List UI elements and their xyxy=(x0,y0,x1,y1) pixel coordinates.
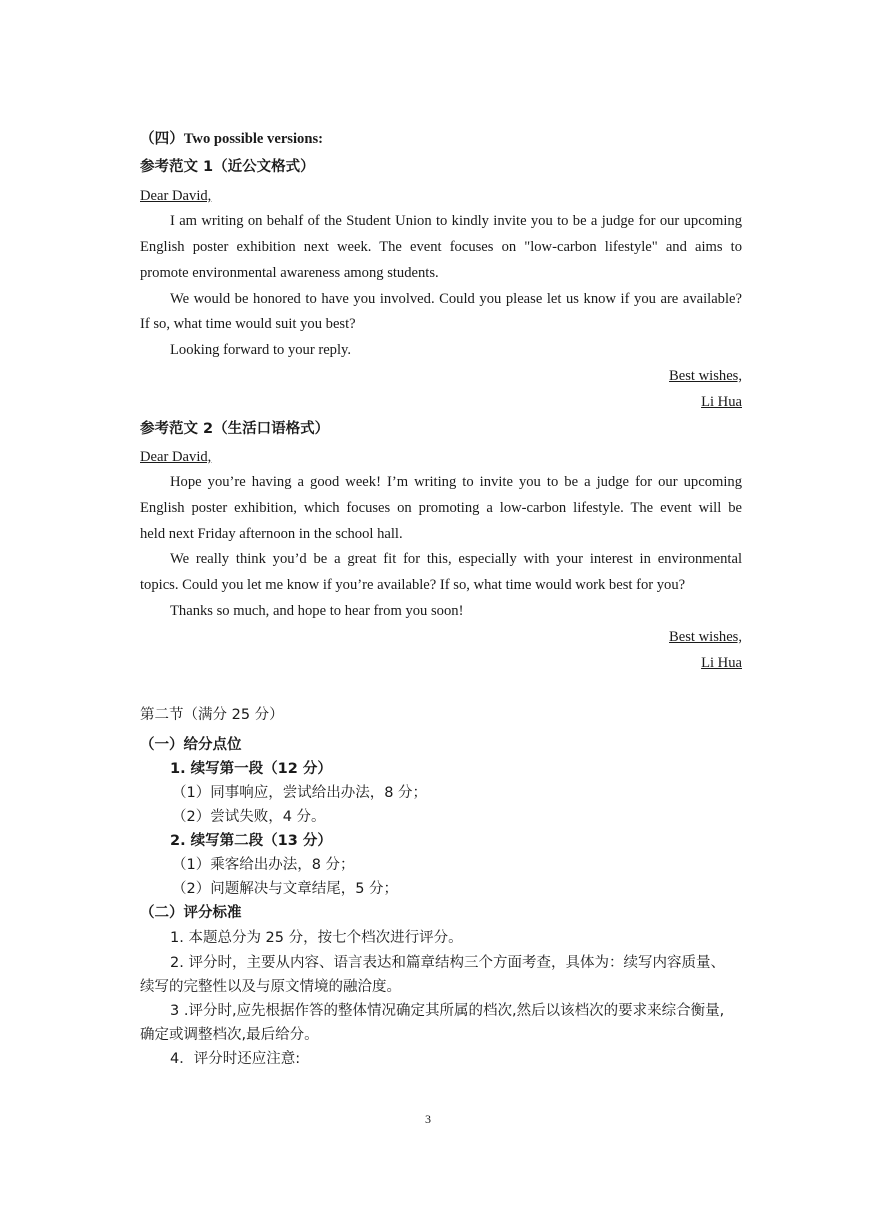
version1-p1-line2: English poster exhibition next week. The event focuses on "low-carbon lifestyle" and aims to xyxy=(140,239,742,255)
scoring-points-heading: （一）给分点位 xyxy=(140,737,242,753)
criteria-2-line1: 2. 评分时，主要从内容、语言表达和篇章结构三个方面考查，具体为：续写内容质量、 xyxy=(170,955,725,971)
version1-p3: Looking forward to your reply. xyxy=(170,342,352,358)
version1-p1-line3: promote environmental awareness among students. xyxy=(140,265,439,281)
version1-signature: Li Hua xyxy=(701,394,742,410)
scoring-item1-a: （1）同事响应，尝试给出办法，8 分； xyxy=(172,785,428,801)
scoring-item1-b: （2）尝试失败，4 分。 xyxy=(172,809,326,825)
criteria-heading: （二）评分标准 xyxy=(140,905,242,921)
version2-closing: Best wishes, xyxy=(669,629,742,645)
scoring-item2-b: （2）问题解决与文章结尾，5 分； xyxy=(172,881,399,897)
section-heading: （四）Two possible versions: xyxy=(140,131,323,147)
scoring-item1: 1. 续写第一段（12 分） xyxy=(170,761,332,777)
criteria-3-line2: 确定或调整档次,最后给分。 xyxy=(140,1027,319,1043)
version1-closing: Best wishes, xyxy=(669,368,742,384)
version2-p1-line3: held next Friday afternoon in the school hall. xyxy=(140,526,403,542)
part2-heading: 第二节（满分 25 分） xyxy=(140,707,284,723)
version1-p1-line1: I am writing on behalf of the Student Union to kindly invite you to be a judge for our upcoming xyxy=(170,213,742,229)
criteria-3-line1: 3 .评分时,应先根据作答的整体情况确定其所属的档次,然后以该档次的要求来综合衡量, xyxy=(170,1003,725,1019)
scoring-item2: 2. 续写第二段（13 分） xyxy=(170,833,332,849)
version1-salutation: Dear David, xyxy=(140,188,212,204)
criteria-1: 1. 本题总分为 25 分，按七个档次进行评分。 xyxy=(170,930,463,946)
version2-p1-line1: Hope you’re having a good week! I’m writing to invite you to be a judge for our upcoming xyxy=(170,474,742,490)
version1-title: 参考范文 1（近公文格式） xyxy=(140,159,315,175)
criteria-2-line2: 续写的完整性以及与原文情境的融洽度。 xyxy=(140,979,401,995)
page-number: 3 xyxy=(425,1112,431,1126)
version2-p1-line2: English poster exhibition, which focuses on promoting a low-carbon lifestyle. The event will be xyxy=(140,500,742,516)
version1-p2-line1: We would be honored to have you involved. Could you please let us know if you are available? xyxy=(170,291,742,307)
version1-p2-line2: If so, what time would suit you best? xyxy=(140,316,356,332)
version2-title: 参考范文 2（生活口语格式） xyxy=(140,421,330,437)
scoring-item2-a: （1）乘客给出办法，8 分； xyxy=(172,857,355,873)
version2-p3: Thanks so much, and hope to hear from you soon! xyxy=(170,603,464,619)
version2-signature: Li Hua xyxy=(701,655,742,671)
version2-p2-line1: We really think you’d be a great fit for this, especially with your interest in environmental xyxy=(170,551,742,567)
version2-p2-line2: topics. Could you let me know if you’re available? If so, what time would work best for you? xyxy=(140,577,686,593)
criteria-4: 4．评分时还应注意: xyxy=(170,1051,301,1067)
version2-salutation: Dear David, xyxy=(140,449,212,465)
